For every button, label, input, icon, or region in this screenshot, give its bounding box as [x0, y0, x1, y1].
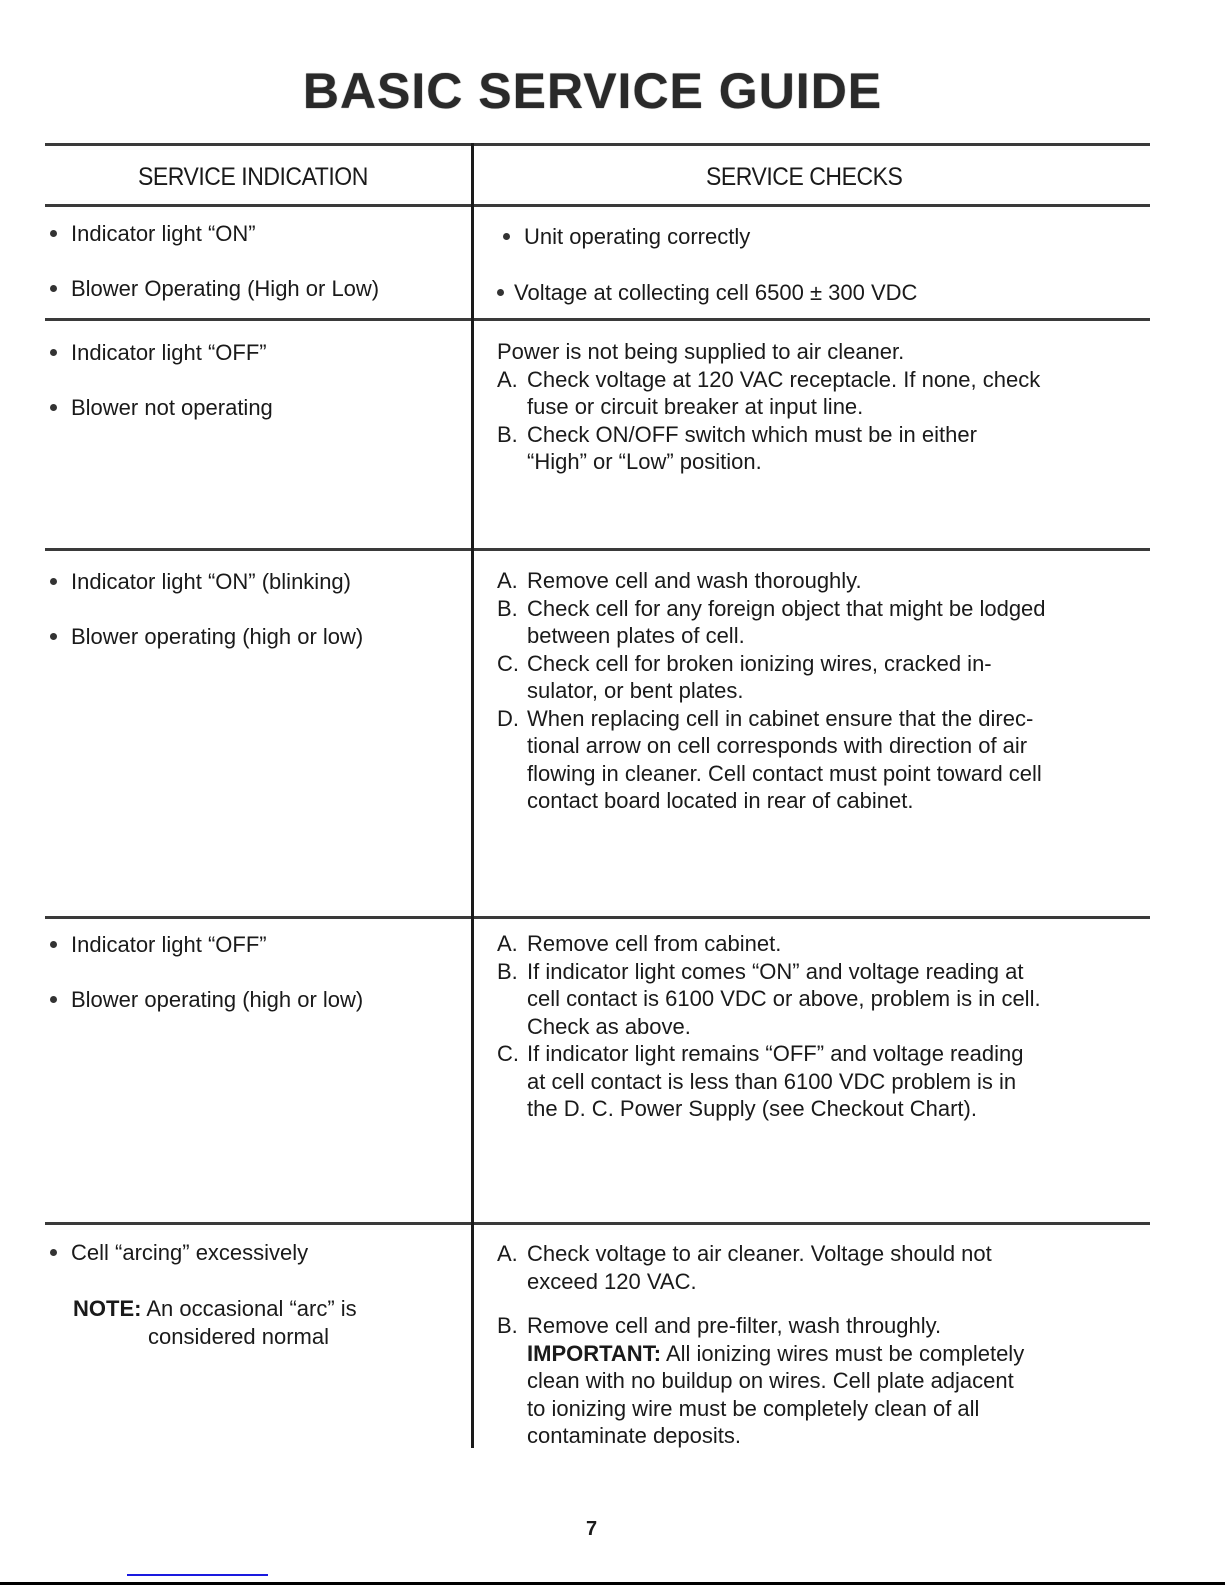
indication-item: Indicator light “OFF” [50, 340, 267, 366]
bullet-icon [50, 1249, 57, 1256]
check-step: B. Check cell for any foreign object that might be lodged between plates of cell. [497, 595, 1046, 648]
important-note: IMPORTANT: All ionizing wires must be completely [527, 1340, 1025, 1366]
bullet-icon [50, 404, 57, 411]
column-divider [471, 143, 474, 1448]
service-checks-block [497, 567, 1117, 815]
check-bullet-item: Unit operating correctly [503, 224, 750, 250]
table-top-rule [45, 143, 1150, 146]
bullet-icon [50, 285, 57, 292]
indication-item: Blower not operating [50, 395, 273, 421]
indication-item: Indicator light “OFF” [50, 932, 267, 958]
service-checks-block [497, 1240, 1117, 1450]
check-step: A. Check voltage to air cleaner. Voltage should not exceed 120 VAC. [497, 1241, 992, 1294]
link-underline[interactable] [127, 1574, 268, 1576]
check-step: B. Check ON/OFF switch which must be in either “High” or “Low” position. [497, 421, 977, 474]
important-label: IMPORTANT: [527, 1340, 662, 1366]
indication-item: Blower operating (high or low) [50, 624, 363, 650]
page-number: 7 [586, 1518, 598, 1540]
check-step: B. Remove cell and pre-filter, wash throughly. IMPORTANT: All ionizing wires must be completely clean with no buildup on wires. Cell plate adjacent to ionizing wire must be completely clean of all contaminate deposits. [497, 1312, 1117, 1450]
indication-item: Cell “arcing” excessively [50, 1240, 308, 1266]
bullet-icon [50, 349, 57, 356]
check-intro: Power is not being supplied to air cleaner. [497, 339, 905, 364]
check-step: A. Remove cell and wash thoroughly. [497, 568, 862, 593]
check-step: C. If indicator light remains “OFF” and voltage reading at cell contact is less than 6100 VDC problem is in the D. C. Power Supply (see Checkout Chart). [497, 1041, 1024, 1121]
check-step: C. Check cell for broken ionizing wires, cracked in- sulator, or bent plates. [497, 650, 992, 703]
check-bullet-item: Voltage at collecting cell 6500 ± 300 VDC [497, 280, 917, 306]
bullet-icon [50, 230, 57, 237]
row-divider [45, 1222, 1150, 1225]
row-divider [45, 548, 1150, 551]
header-service-indication: SERVICE INDICATION [138, 163, 368, 191]
bullet-icon [497, 289, 504, 296]
page-title: BASIC SERVICE GUIDE [302, 63, 883, 119]
check-step: B. If indicator light comes “ON” and voltage reading at cell contact is 6100 VDC or above, problem is in cell. Check as above. [497, 958, 1041, 1039]
header-bottom-rule [45, 204, 1150, 207]
header-service-checks: SERVICE CHECKS [706, 163, 903, 191]
bullet-icon [50, 578, 57, 585]
indication-item: Blower Operating (High or Low) [50, 276, 379, 302]
indication-item: Indicator light “ON” [50, 221, 256, 247]
service-checks-block [497, 930, 1117, 1123]
check-step: A. Check voltage at 120 VAC receptacle. If none, check fuse or circuit breaker at input line. [497, 366, 1041, 419]
bullet-icon [503, 233, 510, 240]
indication-item: Blower operating (high or low) [50, 987, 363, 1013]
indication-item: Indicator light “ON” (blinking) [50, 569, 351, 595]
row-divider [45, 916, 1150, 919]
bullet-icon [50, 633, 57, 640]
bullet-icon [50, 941, 57, 948]
service-checks-block [497, 338, 1117, 476]
note: NOTE: An occasional “arc” is considered normal [73, 1296, 357, 1349]
check-step: D. When replacing cell in cabinet ensure that the direc- tional arrow on cell corresponds with direction of air flowing in cleaner. Cell contact must point toward cell contact board located in rear of cabinet. [497, 705, 1042, 813]
row-divider [45, 318, 1150, 321]
check-step: A. Remove cell from cabinet. [497, 931, 782, 956]
note-label: NOTE: [73, 1296, 142, 1321]
bullet-icon [50, 996, 57, 1003]
